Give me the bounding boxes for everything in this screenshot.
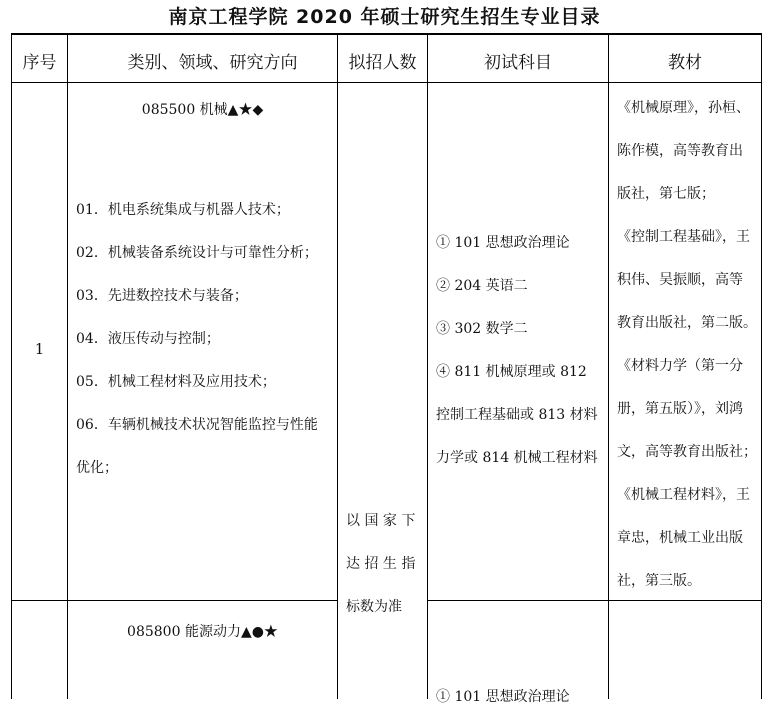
col-divider-3	[427, 33, 428, 699]
textbook-line: 册，第五版）》，刘鸿	[617, 401, 743, 417]
textbook-line: 积伟、吴振顺，高等	[617, 272, 743, 288]
header-category: 类别、领域、研究方向	[127, 52, 298, 73]
header-no: 序号	[22, 52, 57, 73]
exam-subject: ③ 302 数学二	[436, 321, 528, 337]
direction-item: 03．先进数控技术与装备；	[76, 288, 248, 304]
textbook-line: 陈作模，高等教育出	[617, 143, 743, 159]
direction-item: 05．机械工程材料及应用技术；	[76, 374, 276, 390]
textbook-line: 社，第三版。	[617, 573, 701, 589]
direction-item: 优化；	[76, 460, 118, 476]
field-name: 085800 能源动力▲●★	[127, 624, 278, 640]
textbook-line: 版社，第七版；	[617, 186, 715, 202]
exam-subject: ① 101 思想政治理论	[436, 689, 570, 705]
header-quota: 拟招人数	[348, 52, 417, 73]
textbook-line: 《机械原理》，孙桓、	[617, 100, 750, 116]
col-divider-4	[608, 33, 609, 699]
exam-subject: ④ 811 机械原理或 812	[436, 364, 587, 380]
col-divider-2	[337, 33, 338, 699]
textbook-line: 文，高等教育出版社；	[617, 444, 757, 460]
table-left-border	[11, 33, 12, 699]
textbook-line: 教育出版社，第二版。	[617, 315, 757, 331]
field-name: 085500 机械▲★◆	[141, 102, 264, 118]
exam-subject: 控制工程基础或 813 材料	[436, 407, 598, 423]
row-divider-left	[11, 600, 337, 601]
textbook-line: 《控制工程基础》，王	[617, 229, 750, 245]
exam-subject: ② 204 英语二	[436, 278, 528, 294]
quota-note-line: 达 招 生 指	[346, 556, 416, 572]
textbook-line: 《机械工程材料》，王	[617, 487, 750, 503]
header-exam: 初试科目	[484, 52, 552, 73]
row-number: 1	[34, 340, 45, 358]
quota-note-line: 标数为准	[346, 599, 402, 615]
direction-item: 06．车辆机械技术状况智能监控与性能	[76, 417, 318, 433]
table-top-border	[11, 33, 762, 35]
col-divider-1	[67, 33, 68, 699]
table-right-border	[761, 33, 762, 699]
page-title: 南京工程学院 2020 年硕士研究生招生专业目录	[168, 6, 601, 28]
quota-note-line: 以 国 家 下	[346, 513, 416, 529]
direction-item: 01．机电系统集成与机器人技术；	[76, 202, 290, 218]
textbook-line: 章忠，机械工业出版	[617, 530, 743, 546]
textbook-line: 《材料力学（第一分	[617, 358, 743, 374]
header-books: 教材	[668, 52, 702, 73]
exam-subject: ① 101 思想政治理论	[436, 235, 570, 251]
direction-item: 02．机械装备系统设计与可靠性分析；	[76, 245, 318, 261]
direction-item: 04．液压传动与控制；	[76, 331, 220, 347]
exam-subject: 力学或 814 机械工程材料	[436, 450, 598, 466]
header-bottom-border	[11, 82, 762, 83]
